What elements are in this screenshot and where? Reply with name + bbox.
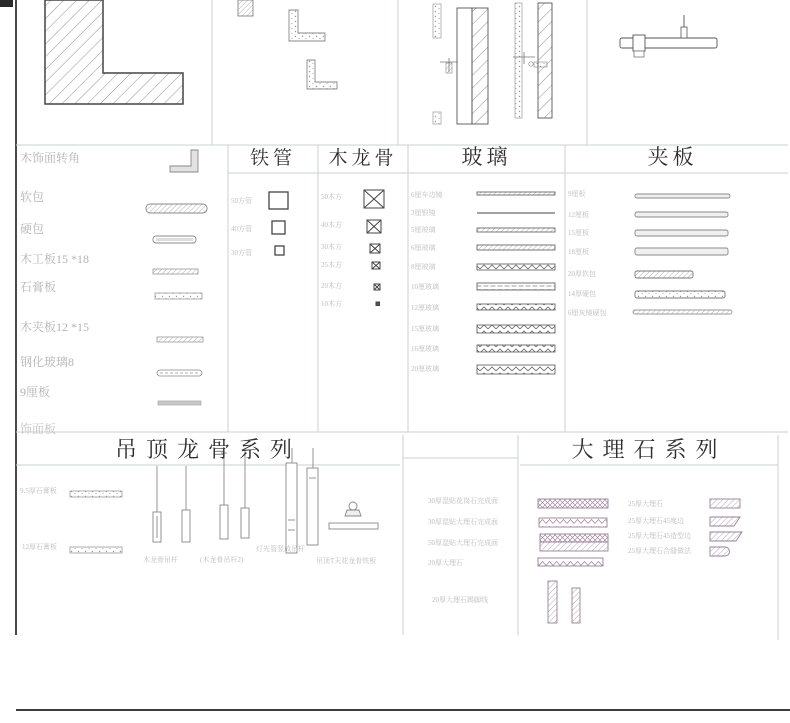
section-title-glass: 玻璃 xyxy=(461,145,512,169)
marble-edge-straight xyxy=(710,499,740,508)
legend-label-gypsum: 石膏板 xyxy=(20,280,57,294)
board-1518-symbol xyxy=(153,269,198,274)
wall-section-detail-2 xyxy=(513,3,552,118)
marble-label: 25厚大理石 xyxy=(628,500,663,508)
wood-keel-label: 10木方 xyxy=(321,300,342,308)
marble-edge-bullnose xyxy=(710,547,730,556)
ceiling-label-gypsum95: 9.5厚石膏板 xyxy=(20,487,57,495)
wet-paste-note: 20厚大理石踢脚线 xyxy=(432,596,488,604)
wood-keel-label: 40木方 xyxy=(321,221,342,229)
marble-label: 25厚大理石45度边 xyxy=(628,517,684,525)
plywood-label: 15厘板 xyxy=(568,229,589,237)
ceiling-label-t-grid: 吊顶T天花龙骨铁板 xyxy=(316,557,377,565)
soft-pack-symbol xyxy=(146,204,207,213)
wall-section-detail-1 xyxy=(433,4,488,124)
section-title-iron-pipe: 铁管 xyxy=(249,148,296,169)
wet-paste-note: 50厚湿贴大理石完成面 xyxy=(428,539,498,547)
wood-angle-details xyxy=(238,0,337,89)
glass-label: 6厘车边镜 xyxy=(411,191,443,199)
glass-label: 15厘玻璃 xyxy=(411,325,439,333)
glass-symbols xyxy=(477,192,555,374)
wood-keel-label: 25木方 xyxy=(321,261,342,269)
wet-paste-note: 20厚大理石 xyxy=(428,559,463,567)
marble-label: 25厚大理石合缝做法 xyxy=(628,547,691,555)
wood-keel-label: 20木方 xyxy=(321,282,342,290)
clamp-icon xyxy=(345,502,361,516)
corner-angle-symbol xyxy=(170,150,198,172)
legend-label-board-1518: 木工板15 *18 xyxy=(20,252,90,266)
iron-pipe-label: 50方管 xyxy=(231,197,252,205)
section-title-ceiling-keel: 吊顶龙骨系列 xyxy=(114,437,301,462)
glass-label: 16厘玻璃 xyxy=(411,345,439,353)
wet-paste-note: 30厚湿贴花岗石完成面 xyxy=(428,497,498,505)
marble-edge-45 xyxy=(710,517,740,526)
iron-pipe-label: 40方管 xyxy=(231,225,252,233)
plywood-symbols xyxy=(633,194,732,314)
glass-label: 20厘玻璃 xyxy=(411,365,439,373)
plywood-1215-symbol xyxy=(157,337,203,342)
glass-label: 5厘玻璃 xyxy=(411,226,436,234)
legend-label-hard-pack: 硬包 xyxy=(20,222,45,236)
board-9-symbol xyxy=(158,401,201,405)
t-grid-bar xyxy=(329,523,378,529)
section-title-wood-keel: 木龙骨 xyxy=(328,148,398,169)
gypsum-board-symbol xyxy=(155,293,202,299)
glass-label: 8厘玻璃 xyxy=(411,263,436,271)
anchor-bolt-icon xyxy=(440,58,458,73)
legend-label-plywood-1215: 木夹板12 *15 xyxy=(20,320,90,334)
legend-label-veneer: 饰面板 xyxy=(20,422,57,436)
glass-label: 10厘玻璃 xyxy=(411,283,439,291)
ceiling-keel-symbols xyxy=(70,448,378,553)
plywood-label: 20厚软包 xyxy=(568,270,596,278)
plywood-label: 12厘板 xyxy=(568,211,589,219)
legend-label-soft-pack: 软包 xyxy=(20,190,45,204)
gypsum-95-bar xyxy=(70,491,122,497)
section-title-marble: 大理石系列 xyxy=(571,437,727,462)
legend-label-board-9: 9厘板 xyxy=(20,385,51,399)
plywood-label: 18厘板 xyxy=(568,248,589,256)
ceiling-label-rod2: (木龙骨吊杆2) xyxy=(200,556,244,564)
hanger-rod-icon xyxy=(182,466,190,542)
legend-label-wood-corner: 木饰面转角 xyxy=(20,151,81,165)
ceiling-channel-detail xyxy=(620,15,717,57)
wet-paste-note: 30厚湿贴大理石完成面 xyxy=(428,518,498,526)
ceiling-label-gypsum12: 12厚石膏板 xyxy=(22,543,57,551)
hanger-rod-icon xyxy=(153,466,161,542)
light-channel-icon xyxy=(286,448,318,553)
ceiling-label-light-channel: 灯光管竖放吊杆 xyxy=(256,545,305,553)
plywood-label: 14厚硬包 xyxy=(568,290,596,298)
glass-label: 6厘玻璃 xyxy=(411,244,436,252)
wood-keel-label: 50木方 xyxy=(321,193,342,201)
wood-keel-symbols xyxy=(364,190,384,306)
wood-keel-label: 30木方 xyxy=(321,243,342,251)
glass-label: 3厘银镜 xyxy=(411,209,436,217)
legend-symbols xyxy=(146,150,207,405)
glass-label: 12厘玻璃 xyxy=(411,304,439,312)
gypsum-12-bar xyxy=(70,547,122,553)
legend-label-tempered-glass: 钢化玻璃8 xyxy=(20,355,75,369)
section-title-plywood: 夹板 xyxy=(647,145,698,169)
wall-corner-detail xyxy=(45,0,183,104)
plywood-label: 9厘板 xyxy=(568,190,586,198)
iron-pipe-label: 30方管 xyxy=(231,249,252,257)
marble-edge-45-shaped xyxy=(710,532,742,541)
plywood-label: 6厘灰镜硬包 xyxy=(568,309,607,317)
marble-label: 25厚大理石45造型边 xyxy=(628,532,691,540)
ceiling-label-rod1: 木龙骨吊杆 xyxy=(143,556,178,564)
iron-pipe-symbols xyxy=(269,192,288,255)
